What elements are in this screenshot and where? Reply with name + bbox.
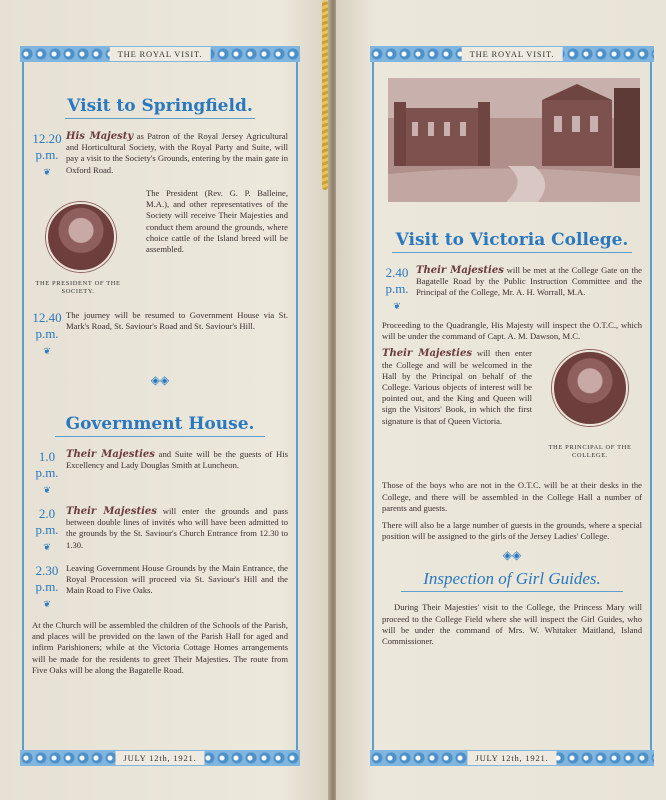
binding-cord <box>322 0 328 190</box>
principal-portrait-icon <box>552 350 628 426</box>
college-title: Visit to Victoria College. <box>395 230 629 250</box>
springfield-entry-1: 12.20 p.m. ❦ His Majesty as Patron of the Royal Jersey Agricultural and Horticultural Society, with the Royal Party and Suite, will pay a visit to the Society's Grounds, entering by the main gate in Oxford Road. <box>32 131 288 180</box>
college-photo <box>388 78 640 202</box>
left-footer-label: JULY 12th, 1921. <box>115 751 204 765</box>
principal-block <box>382 348 642 470</box>
left-frame <box>22 50 298 762</box>
president-portrait-icon <box>46 202 116 272</box>
section-divider-icon: ◈◈ <box>150 373 170 387</box>
president-caption: THE PRESIDENT OF THE SOCIETY. <box>35 280 121 295</box>
time-label: 12.40 p.m. ❦ <box>32 310 62 356</box>
president-text: The President (Rev. G. P. Balleine, M.A.), and other representatives of the Society will receive Their Majesties and conduct them around the grounds, where choice cattle of the Island breed will be assembled. <box>146 188 288 255</box>
left-page <box>0 0 330 800</box>
left-content <box>24 66 296 746</box>
ornament-icon: ❦ <box>393 301 401 311</box>
college-entry-1: 2.40 p.m. ❦ Their Majesties will be met at the College Gate on the Bagatelle Road by the Public Instruction Committee and the Principal of the College, Mr. A. H. Worrall, M.A. <box>382 265 642 314</box>
left-footer-band <box>20 750 300 766</box>
title-underline <box>65 118 255 119</box>
left-header-band <box>20 46 300 62</box>
government-entry-3: 2.30 p.m. ❦ Leaving Government House Grounds by the Main Entrance, the Royal Procession will proceed via St. Saviour's Hill and the Main Road to Five Oaks. <box>32 563 288 612</box>
college-paragraph-3: There will also be a large number of guests in the grounds, where a special position will be assigned to the girls of the Jersey Ladies' College. <box>382 520 642 542</box>
time-label: 2.30 p.m. ❦ <box>35 563 59 609</box>
college-paragraph-2: Those of the boys who are not in the O.T.C. will be at their desks in the College, and there will be assembled in the College Hall a number of parents and guests. <box>382 480 642 513</box>
government-paragraph: At the Church will be assembled the children of the Schools of the Parish, and places will be provided on the lawn of the Parish Hall for aged and infirm Parishioners; while at the Victoria Cottage Homes arrangements will be made for the residents to greet Their Majesties. The route from Five Oaks will be along the Bagatelle Road. <box>32 620 288 675</box>
college-photo-block <box>382 78 642 208</box>
time-label: 12.20 p.m. ❦ <box>32 131 62 177</box>
time-label: 2.40 p.m. ❦ <box>385 265 409 311</box>
ornament-icon: ❦ <box>43 542 51 552</box>
principal-text: Their Majesties will then enter the College and will be welcomed in the Hall by the Principal on behalf of the College. Various objects of interest will be pointed out, and the King and Queen will sign the Visitors' Book, in which the first signature is that of Queen Victoria. <box>382 348 532 426</box>
guides-title: Inspection of Girl Guides. <box>423 569 601 589</box>
guides-paragraph: During Their Majesties' visit to the College, the Princess Mary will proceed to the College Field where she will inspect the Girl Guides, who will be under the command of Mrs. W. Whitaker Maitland, Island Commissioner. <box>382 602 642 647</box>
right-frame <box>372 50 652 762</box>
springfield-entry-2: 12.40 p.m. ❦ The journey will be resumed to Government House via St. Mark's Road, St. Saviour's Road and St. Saviour's Hill. <box>32 310 288 359</box>
time-label: 1.0 p.m. ❦ <box>35 449 59 495</box>
government-entry-1: 1.0 p.m. ❦ Their Majesties and Suite will be the guests of His Excellency and Lady Douglas Smith at Luncheon. <box>32 449 288 498</box>
college-paragraph-1: Proceeding to the Quadrangle, His Majesty will inspect the O.T.C., which will be under the command of Capt. A. M. Dawson, M.C. <box>382 320 642 342</box>
ornament-icon: ❦ <box>43 346 51 356</box>
college-building-icon <box>388 78 640 202</box>
principal-caption: THE PRINCIPAL OF THE COLLEGE. <box>548 444 632 460</box>
title-underline <box>55 436 265 437</box>
government-title: Government House. <box>65 414 255 434</box>
section-divider-icon: ◈◈ <box>502 548 522 563</box>
government-entry-2: 2.0 p.m. ❦ Their Majesties will enter the grounds and pass between double lines of invités who will have been admitted to the grounds by the St. Saviour's Church Entrance from 12.30 to 1.30. <box>32 506 288 555</box>
ornament-icon: ❦ <box>43 599 51 609</box>
title-underline <box>401 591 623 592</box>
right-footer-band <box>370 750 654 766</box>
ornament-icon: ❦ <box>43 167 51 177</box>
right-page <box>336 0 666 800</box>
president-block <box>32 188 288 306</box>
right-header-band <box>370 46 654 62</box>
left-header-label: THE ROYAL VISIT. <box>110 47 211 61</box>
right-header-label: THE ROYAL VISIT. <box>462 47 563 61</box>
springfield-title: Visit to Springfield. <box>67 96 253 116</box>
right-content <box>374 66 650 746</box>
time-label: 2.0 p.m. ❦ <box>35 506 59 552</box>
title-underline <box>392 252 632 253</box>
ornament-icon: ❦ <box>43 485 51 495</box>
right-footer-label: JULY 12th, 1921. <box>467 751 556 765</box>
